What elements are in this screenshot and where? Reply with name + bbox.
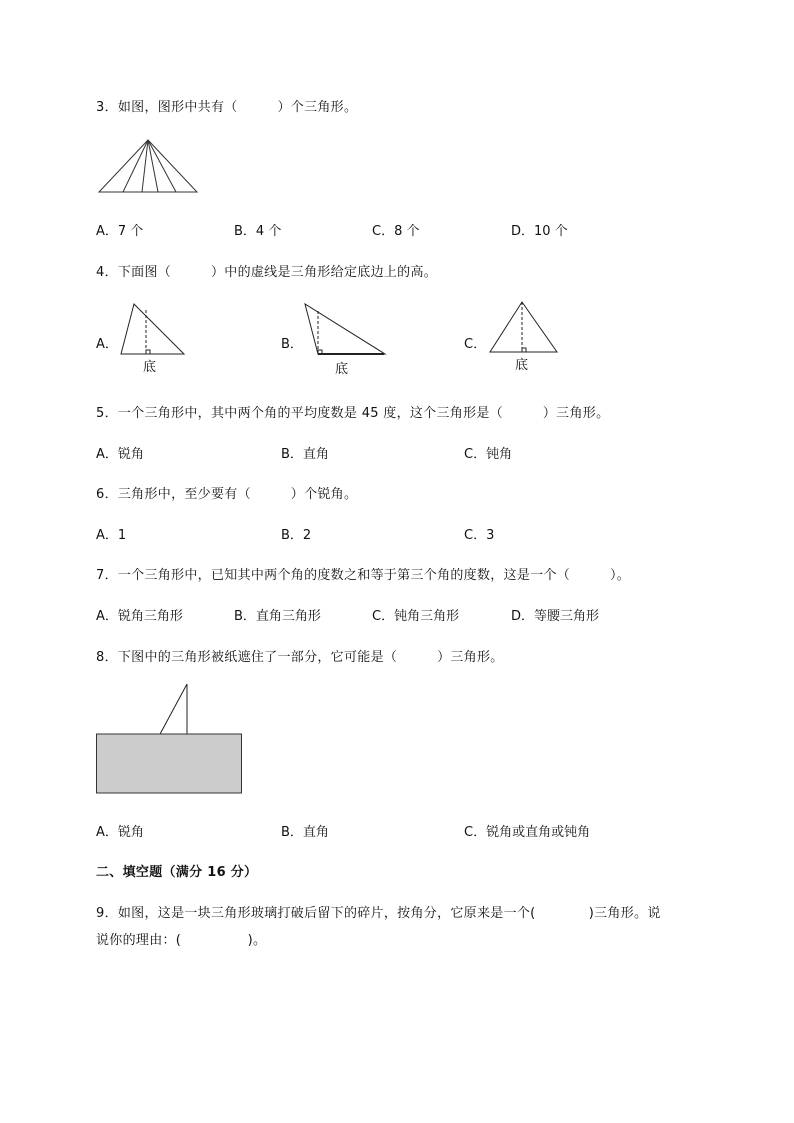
- q5-stem: 5．一个三角形中，其中两个角的平均度数是 45 度，这个三角形是（ ）三角形。: [96, 406, 610, 421]
- section-fill-in-title: 二、填空题（满分 16 分）: [96, 865, 258, 880]
- q5-option-b[interactable]: B．直角: [281, 447, 329, 462]
- q4-option-c-letter[interactable]: C．: [464, 337, 487, 352]
- q3-stem: 3．如图，图形中共有（ ）个三角形。: [96, 100, 358, 115]
- q4-figure-b-triangle: [302, 302, 388, 358]
- q7-option-c[interactable]: C．钝角三角形: [372, 609, 460, 624]
- q8-stem: 8．下图中的三角形被纸遮住了一部分，它可能是（ ）三角形。: [96, 650, 504, 665]
- q4-figure-c-triangle: [487, 300, 561, 356]
- q4-figure-a-base-label: 底: [143, 360, 157, 375]
- q6-option-c[interactable]: C．3: [464, 528, 495, 543]
- q3-option-b[interactable]: B．4 个: [234, 224, 282, 239]
- q4-option-b-letter[interactable]: B．: [281, 337, 303, 352]
- q4-option-a-letter[interactable]: A．: [96, 337, 118, 352]
- q3-option-d[interactable]: D．10 个: [511, 224, 568, 239]
- q6-option-a[interactable]: A．1: [96, 528, 127, 543]
- q6-stem: 6．三角形中，至少要有（ ）个锐角。: [96, 487, 358, 502]
- q3-option-c[interactable]: C．8 个: [372, 224, 420, 239]
- q9-stem-line1: 9．如图，这是一块三角形玻璃打破后留下的碎片，按角分，它原来是一个( )三角形。说: [96, 906, 661, 921]
- q7-option-a[interactable]: A．锐角三角形: [96, 609, 183, 624]
- q8-covered-triangle-figure: [96, 682, 244, 796]
- q7-option-b[interactable]: B．直角三角形: [234, 609, 321, 624]
- q3-option-a[interactable]: A．7 个: [96, 224, 144, 239]
- q9-stem-line2: 说你的理由：( )。: [96, 933, 267, 948]
- q3-fan-triangle-figure: [96, 138, 200, 194]
- q7-stem: 7．一个三角形中，已知其中两个角的度数之和等于第三个角的度数，这是一个（ ）。: [96, 568, 631, 583]
- q4-stem: 4．下面图（ ）中的虚线是三角形给定底边上的高。: [96, 265, 438, 280]
- q8-option-b[interactable]: B．直角: [281, 825, 329, 840]
- q8-option-c[interactable]: C．锐角或直角或钝角: [464, 825, 591, 840]
- q5-option-a[interactable]: A．锐角: [96, 447, 144, 462]
- q5-option-c[interactable]: C．钝角: [464, 447, 513, 462]
- q4-figure-b-base-label: 底: [335, 362, 349, 377]
- q8-option-a[interactable]: A．锐角: [96, 825, 144, 840]
- q4-figure-a-triangle: [118, 302, 188, 358]
- q4-figure-c-base-label: 底: [515, 358, 529, 373]
- q8-covering-paper: [97, 734, 242, 793]
- q7-option-d[interactable]: D．等腰三角形: [511, 609, 600, 624]
- q6-option-b[interactable]: B．2: [281, 528, 312, 543]
